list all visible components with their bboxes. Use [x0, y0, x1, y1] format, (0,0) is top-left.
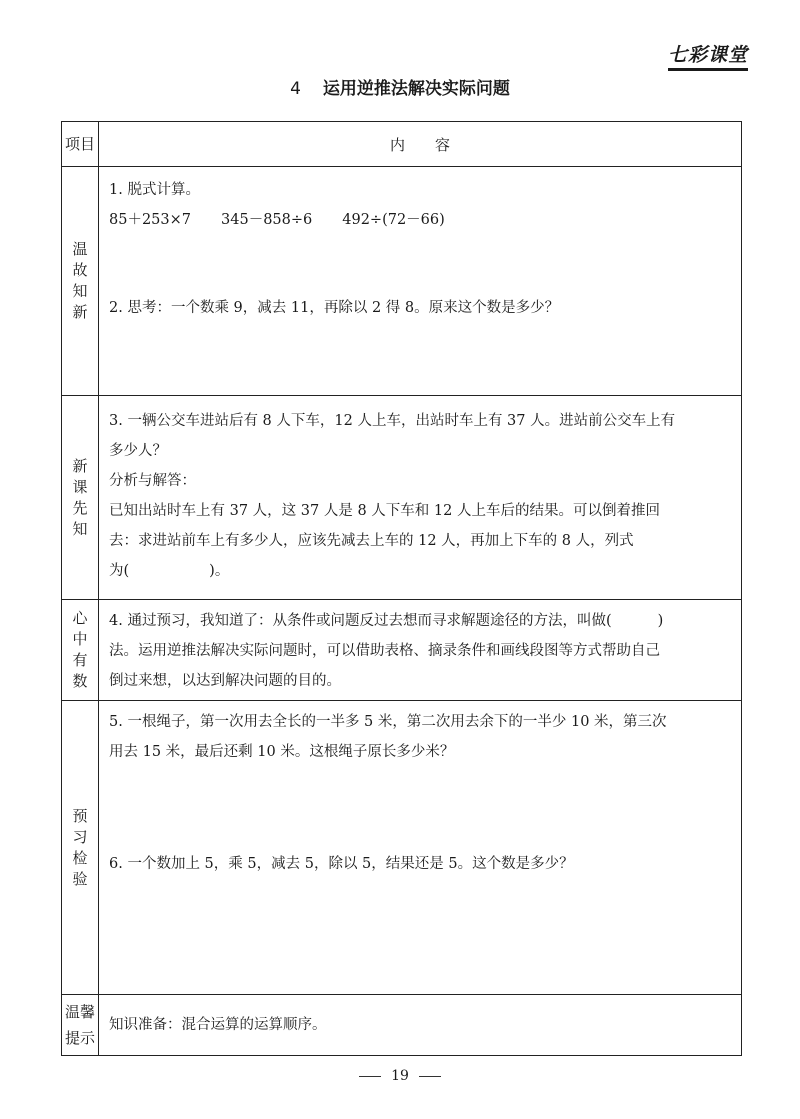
- section-label-text: 新课先知: [72, 456, 88, 538]
- tip-line: 知识准备：混合运算的运算顺序。: [109, 1017, 327, 1033]
- calc-expressions: [109, 205, 731, 235]
- header-content-label: 内容: [389, 135, 480, 154]
- section-label-summary: [62, 600, 99, 701]
- question-4-line-3: 倒过来想，以达到解决问题的目的。: [109, 673, 341, 689]
- analysis-heading: 分析与解答：: [109, 473, 196, 489]
- worksheet-table: [61, 121, 742, 1056]
- question-4-line-2: 法。运用逆推法解决实际问题时，可以借助表格、摘录条件和画线段图等方式帮助自己: [109, 643, 660, 659]
- question-4-text: 4. 通过预习，我知道了：从条件或问题反过去想而寻求解题途径的方法，叫做(: [109, 613, 612, 629]
- answer-paren-open: 为(: [109, 563, 130, 579]
- page-footer: [0, 1068, 800, 1084]
- section-content-preview: [99, 396, 742, 600]
- section-content-tip: [99, 995, 742, 1056]
- section-content-review: [99, 167, 742, 396]
- section-label-check: [62, 701, 99, 995]
- page-title: [0, 74, 800, 99]
- section-row-tip: [62, 995, 742, 1056]
- analysis-line-1: 已知出站时车上有 37 人，这 37 人是 8 人下车和 12 人上车后的结果。可以倒着推回: [109, 503, 660, 519]
- header-content-cell: [99, 122, 742, 167]
- section-row-review: [62, 167, 742, 396]
- page-number: 19: [391, 1068, 409, 1084]
- question-1-line: 1. 脱式计算。: [109, 182, 200, 198]
- section-content-check: [99, 701, 742, 995]
- header-item-cell: [62, 122, 99, 167]
- section-label-text: 温馨提示: [64, 1003, 95, 1047]
- title-number: 4: [290, 79, 301, 99]
- header-item-label: 项目: [64, 134, 95, 153]
- calc-expr-3: 492÷(72－66): [342, 212, 445, 228]
- section-row-summary: [62, 600, 742, 701]
- question-4-line-1: [109, 606, 731, 636]
- section-content-summary: [99, 600, 742, 701]
- question-6-line: 6. 一个数加上 5，乘 5，减去 5，除以 5，结果还是 5。这个数是多少？: [109, 856, 574, 872]
- calc-expr-1: 85＋253×7: [109, 212, 192, 228]
- section-label-text: 温故知新: [72, 240, 88, 321]
- section-label-text: 预习检验: [72, 806, 88, 888]
- section-label-tip: [62, 995, 99, 1056]
- question-5-line-1: 5. 一根绳子，第一次用去全长的一半多 5 米，第二次用去余下的一半少 10 米，第三次: [109, 714, 667, 730]
- brand-logo: 七彩课堂: [668, 40, 748, 71]
- section-label-preview: [62, 396, 99, 600]
- header-row: [62, 122, 742, 167]
- section-label-review: [62, 167, 99, 396]
- title-text: 运用逆推法解决实际问题: [322, 79, 510, 99]
- section-row-check: [62, 701, 742, 995]
- question-3-line-1: 3. 一辆公交车进站后有 8 人下车，12 人上车，出站时车上有 37 人。进站前公交车上有: [109, 413, 676, 429]
- question-5-line-2: 用去 15 米，最后还剩 10 米。这根绳子原长多少米？: [109, 744, 455, 760]
- question-3-line-2: 多少人？: [109, 443, 167, 459]
- question-4-paren-close: ): [657, 613, 664, 629]
- question-2-line: 2. 思考：一个数乘 9，减去 11，再除以 2 得 8。原来这个数是多少？: [109, 300, 560, 316]
- section-label-text: 心中有数: [72, 609, 88, 690]
- answer-paren-close: )。: [209, 563, 230, 579]
- analysis-line-3: [109, 556, 731, 586]
- section-row-preview: [62, 396, 742, 600]
- analysis-line-2: 去：求进站前车上有多少人，应该先减去上车的 12 人，再加上下车的 8 人，列式: [109, 533, 634, 549]
- calc-expr-2: 345－858÷6: [221, 212, 313, 228]
